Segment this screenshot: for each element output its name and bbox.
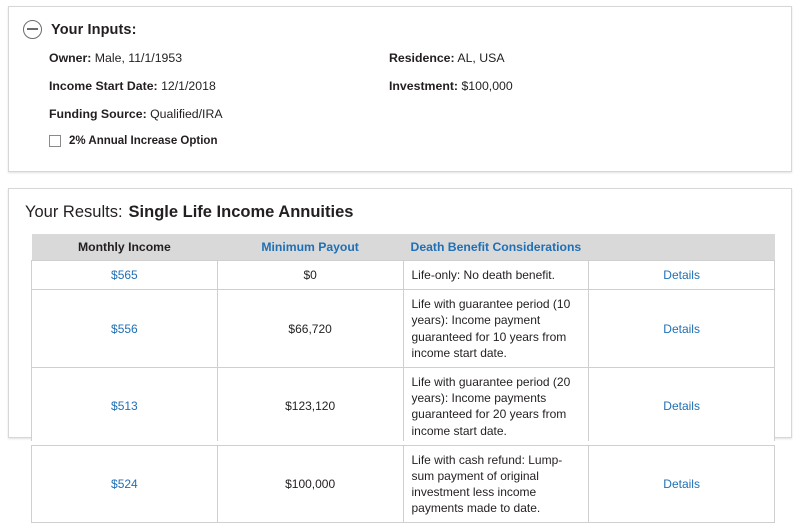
results-title — [9, 189, 791, 222]
details-link[interactable]: Details — [663, 399, 700, 414]
monthly-income-link[interactable]: $513 — [111, 399, 138, 414]
cell-death-benefit: Life with guarantee period (20 years): Income payments guaranteed for 20 years from income start date. — [403, 367, 589, 445]
column-header-minimum-payout[interactable]: Minimum Payout — [217, 234, 403, 261]
cell-death-benefit: Life with guarantee period (10 years): Income payment guaranteed for 10 years from income start date. — [403, 290, 589, 368]
input-label-residence: Residence: — [389, 51, 455, 65]
results-table — [31, 234, 775, 523]
monthly-income-link[interactable]: $556 — [111, 321, 138, 336]
annual-increase-checkbox[interactable] — [49, 135, 61, 147]
table-row — [32, 261, 775, 290]
input-row — [49, 79, 791, 93]
cell-minimum-payout: $123,120 — [217, 367, 403, 445]
cell-details — [589, 261, 775, 290]
cell-details — [589, 445, 775, 523]
column-header-death-benefit-considerations[interactable]: Death Benefit Considerations — [403, 234, 589, 261]
cell-minimum-payout: $0 — [217, 261, 403, 290]
cell-monthly-income — [32, 261, 218, 290]
cell-details — [589, 290, 775, 368]
cell-minimum-payout: $100,000 — [217, 445, 403, 523]
details-link[interactable]: Details — [663, 477, 700, 492]
input-label-income-start-date: Income Start Date: — [49, 79, 158, 93]
inputs-title: Your Inputs: — [51, 21, 137, 38]
your-results-panel — [8, 188, 792, 516]
input-label-funding-source: Funding Source: — [49, 107, 147, 121]
input-value-residence: AL, USA — [457, 51, 505, 65]
input-row — [49, 107, 791, 121]
input-field-residence — [389, 51, 729, 65]
collapse-circle-minus-icon[interactable] — [23, 20, 42, 39]
input-field-funding-source — [49, 107, 389, 121]
input-field-income-start-date — [49, 79, 389, 93]
annual-increase-option-row — [49, 135, 791, 147]
inputs-body — [9, 51, 791, 147]
results-table-wrap — [31, 234, 777, 523]
annual-increase-label: 2% Annual Increase Option — [69, 135, 218, 147]
cell-death-benefit: Life with cash refund: Lump-sum payment of original investment less income payments made to date. — [403, 445, 589, 523]
cell-monthly-income — [32, 290, 218, 368]
input-label-owner: Owner: — [49, 51, 92, 65]
column-header-monthly-income: Monthly Income — [32, 234, 218, 261]
details-link[interactable]: Details — [663, 268, 700, 283]
details-link[interactable]: Details — [663, 321, 700, 336]
cell-minimum-payout: $66,720 — [217, 290, 403, 368]
monthly-income-link[interactable]: $524 — [111, 477, 138, 492]
table-header-row — [32, 234, 775, 261]
cell-monthly-income — [32, 367, 218, 445]
input-row — [49, 51, 791, 65]
inputs-header — [9, 7, 791, 39]
input-value-owner: Male, 11/1/1953 — [94, 51, 183, 65]
input-value-income-start-date: 12/1/2018 — [161, 79, 216, 93]
input-label-investment: Investment: — [389, 79, 459, 93]
input-value-investment: $100,000 — [461, 79, 513, 93]
table-row — [32, 367, 775, 445]
cell-monthly-income — [32, 445, 218, 523]
monthly-income-link[interactable]: $565 — [111, 268, 138, 283]
input-field-empty — [389, 107, 729, 121]
column-header-details — [589, 234, 775, 261]
results-title-lead: Your Results: — [25, 203, 123, 221]
your-inputs-panel — [8, 6, 792, 172]
table-row — [32, 445, 775, 523]
cell-details — [589, 367, 775, 445]
input-value-funding-source: Qualified/IRA — [150, 107, 223, 121]
input-field-owner — [49, 51, 389, 65]
table-row — [32, 290, 775, 368]
input-field-investment — [389, 79, 729, 93]
results-title-subject: Single Life Income Annuities — [128, 203, 354, 221]
page-bottom-strip — [0, 441, 800, 445]
cell-death-benefit: Life-only: No death benefit. — [403, 261, 589, 290]
